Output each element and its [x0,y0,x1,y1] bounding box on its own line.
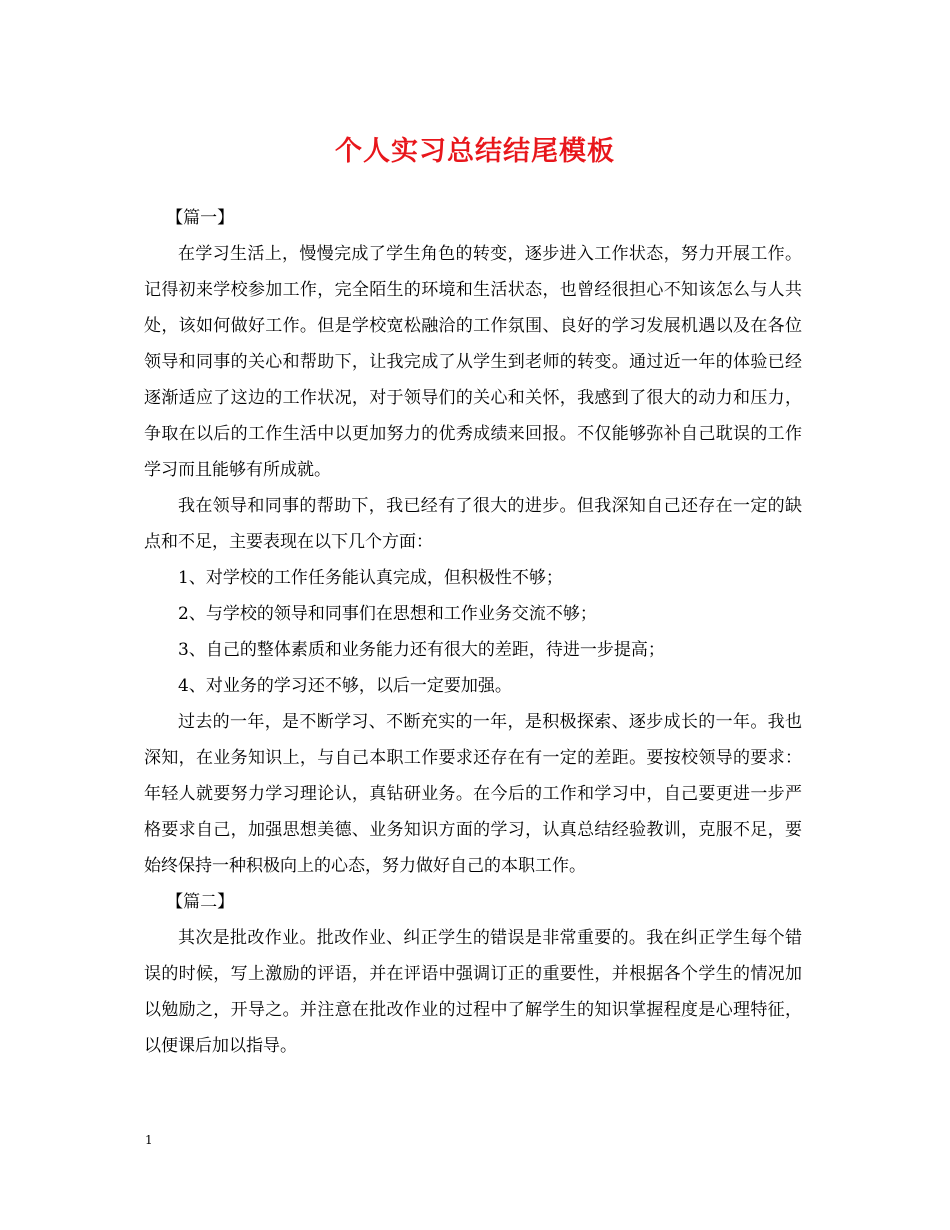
list-item: 3、自己的整体素质和业务能力还有很大的差距，待进一步提高； [178,640,665,660]
section-heading-1: 【篇一】 [166,208,235,228]
document-title: 个人实习总结结尾模板 [335,136,615,167]
document-body [144,200,802,1064]
section-heading-2: 【篇二】 [166,892,235,912]
page-number: 1 [145,1133,153,1147]
list-item: 4、对业务的学习还不够，以后一定要加强。 [178,676,512,696]
list-item: 2、与学校的领导和同事们在思想和工作业务交流不够； [178,604,597,624]
paragraph: 在学习生活上，慢慢完成了学生角色的转变，逐步进入工作状态，努力开展工作。记得初来学校参加工作，完全陌生的环境和生活状态，也曾经很担心不知该怎么与人共处，该如何做好工作。但是学校宽松融洽的工作氛围、良好的学习发展机遇以及在各位领导和同事的关心和帮助下，让我完成了从学生到老师的转变。通过近一年的体验已经逐渐适应了这边的工作状况，对于领导们的关心和关怀，我感到了很大的动力和压力，争取在以后的工作生活中以更加努力的优秀成绩来回报。不仅能够弥补自己耽误的工作学习而且能够有所成就。 [144,244,802,480]
paragraph: 我在领导和同事的帮助下，我已经有了很大的进步。但我深知自己还存在一定的缺点和不足，主要表现在以下几个方面： [144,496,802,552]
paragraph: 其次是批改作业。批改作业、纠正学生的错误是非常重要的。我在纠正学生每个错误的时候，写上激励的评语，并在评语中强调订正的重要性，并根据各个学生的情况加以勉励之，开导之。并注意在批改作业的过程中了解学生的知识掌握程度是心理特征，以便课后加以指导。 [144,928,802,1056]
paragraph: 过去的一年，是不断学习、不断充实的一年，是积极探索、逐步成长的一年。我也深知，在业务知识上，与自己本职工作要求还存在有一定的差距。要按校领导的要求：年轻人就要努力学习理论认，真钻研业务。在今后的工作和学习中，自己要更进一步严格要求自己，加强思想美德、业务知识方面的学习，认真总结经验教训，克服不足，要始终保持一种积极向上的心态，努力做好自己的本职工作。 [144,712,802,876]
list-item: 1、对学校的工作任务能认真完成，但积极性不够； [178,568,563,588]
